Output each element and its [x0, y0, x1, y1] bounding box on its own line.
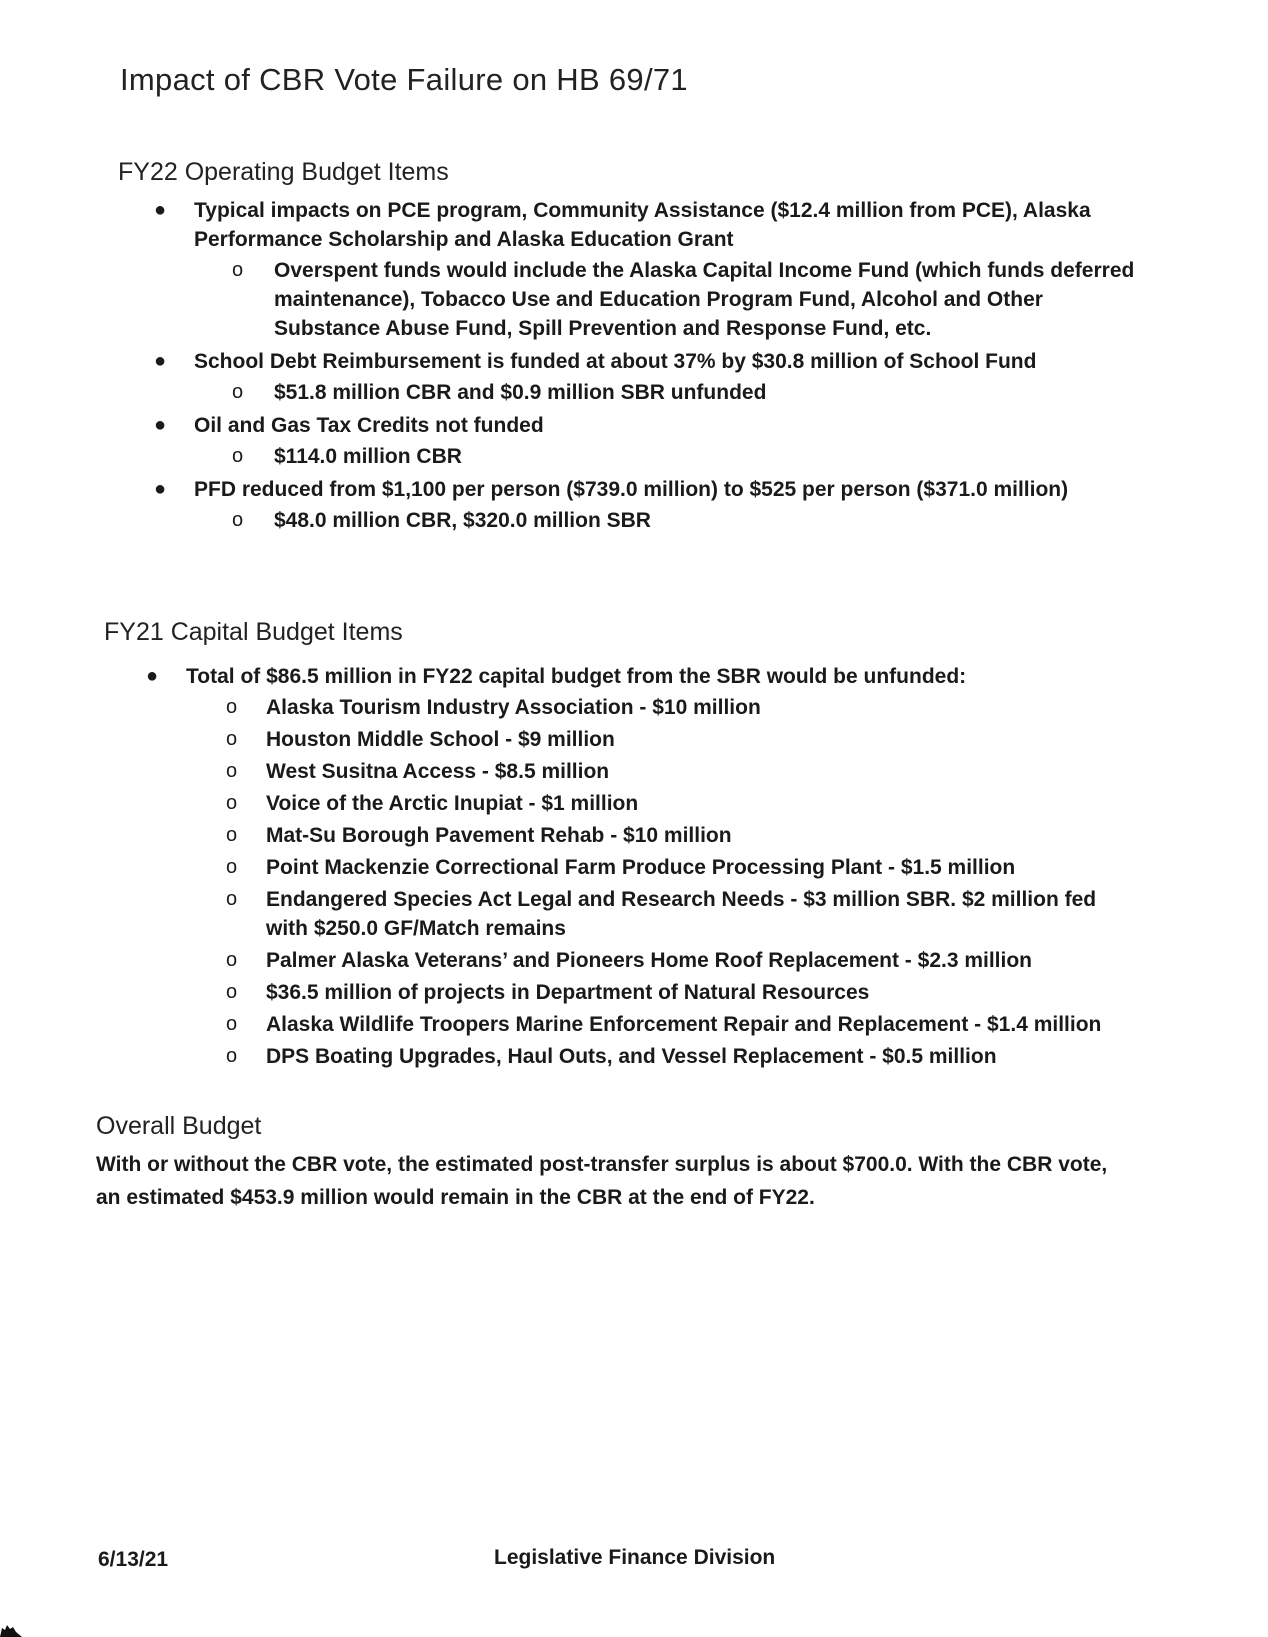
sub-list-item-text: Voice of the Arctic Inupiat - $1 million [266, 792, 639, 815]
sub-list-item-text: Alaska Wildlife Troopers Marine Enforcement Repair and Replacement - $1.4 million [266, 1013, 1102, 1036]
list-item [142, 662, 1142, 1071]
sub-list-item-text: $114.0 million CBR [274, 445, 462, 468]
sub-list-item-text: West Susitna Access - $8.5 million [266, 760, 610, 783]
sub-list-item [194, 256, 1140, 343]
footer-date: 6/13/21 [98, 1548, 169, 1571]
sub-list-item-text: DPS Boating Upgrades, Haul Outs, and Vessel Replacement - $0.5 million [266, 1045, 997, 1068]
sub-list-item-text: $48.0 million CBR, $320.0 million SBR [274, 509, 651, 532]
sub-list-item-text: Houston Middle School - $9 million [266, 728, 615, 751]
sub-list-item-text: Endangered Species Act Legal and Research Needs - $3 million SBR. $2 million fed with $250.0 GF/Match remains [266, 888, 1097, 940]
sub-list-item [186, 1042, 1142, 1071]
hollow-bullet-icon: o [226, 696, 238, 718]
hollow-bullet-icon: o [232, 381, 244, 403]
capital-items-list [142, 662, 1142, 1075]
hollow-bullet-icon: o [232, 509, 244, 531]
sub-list-item [194, 506, 1140, 535]
operating-items-list [150, 196, 1140, 539]
sub-list-item [186, 789, 1142, 818]
bullet-icon: ● [154, 478, 167, 500]
sub-list-item-text: Point Mackenzie Correctional Farm Produce Processing Plant - $1.5 million [266, 856, 1016, 879]
sub-list-item-text: $51.8 million CBR and $0.9 million SBR unfunded [274, 381, 767, 404]
list-item-text: Typical impacts on PCE program, Community Assistance ($12.4 million from PCE), Alaska Performance Scholarship and Alaska Education Grant [194, 199, 1091, 251]
document-title: Impact of CBR Vote Failure on HB 69/71 [120, 62, 688, 97]
sub-list-item-text: Mat-Su Borough Pavement Rehab - $10 million [266, 824, 732, 847]
section-heading-capital: FY21 Capital Budget Items [104, 618, 403, 646]
bullet-icon: ● [154, 414, 167, 436]
sub-list-item [186, 885, 1142, 943]
sub-list [194, 256, 1140, 343]
list-item [150, 196, 1140, 343]
footer-organization: Legislative Finance Division [494, 1546, 776, 1569]
sub-list [186, 693, 1142, 1071]
hollow-bullet-icon: o [226, 981, 238, 1003]
hollow-bullet-icon: o [226, 728, 238, 750]
hollow-bullet-icon: o [226, 1045, 238, 1067]
sub-list-item [186, 946, 1142, 975]
list-item [150, 411, 1140, 471]
sub-list-item-text: $36.5 million of projects in Department of Natural Resources [266, 981, 870, 1004]
hollow-bullet-icon: o [232, 259, 244, 281]
sub-list [194, 442, 1140, 471]
section-heading-operating: FY22 Operating Budget Items [118, 158, 449, 186]
sub-list-item [186, 725, 1142, 754]
scan-artifact-icon [0, 1620, 22, 1637]
sub-list-item [194, 442, 1140, 471]
hollow-bullet-icon: o [226, 1013, 238, 1035]
sub-list-item [186, 1010, 1142, 1039]
hollow-bullet-icon: o [226, 949, 238, 971]
list-item-text: Oil and Gas Tax Credits not funded [194, 414, 544, 437]
sub-list-item [194, 378, 1140, 407]
list-item-text: PFD reduced from $1,100 per person ($739.0 million) to $525 per person ($371.0 million) [194, 478, 1069, 501]
bullet-icon: ● [146, 665, 159, 687]
section-heading-overall: Overall Budget [96, 1112, 262, 1140]
sub-list-item-text: Palmer Alaska Veterans’ and Pioneers Home Roof Replacement - $2.3 million [266, 949, 1033, 972]
list-item-text: School Debt Reimbursement is funded at about 37% by $30.8 million of School Fund [194, 350, 1037, 373]
list-item [150, 347, 1140, 407]
sub-list-item [186, 693, 1142, 722]
hollow-bullet-icon: o [226, 792, 238, 814]
sub-list-item [186, 757, 1142, 786]
sub-list [194, 378, 1140, 407]
sub-list-item [186, 978, 1142, 1007]
hollow-bullet-icon: o [226, 760, 238, 782]
overall-budget-text: With or without the CBR vote, the estimated post-transfer surplus is about $700.0. With the CBR vote, an estimated $453.9 million would remain in the CBR at the end of FY22. [96, 1153, 1108, 1209]
list-item [150, 475, 1140, 535]
bullet-icon: ● [154, 350, 167, 372]
sub-list [194, 506, 1140, 535]
sub-list-item-text: Overspent funds would include the Alaska Capital Income Fund (which funds deferred maintenance), Tobacco Use and Education Program Fund, Alcohol and Other Substance Abuse Fund, Spill Prevention and Response Fund, etc. [274, 259, 1135, 340]
hollow-bullet-icon: o [232, 445, 244, 467]
sub-list-item [186, 821, 1142, 850]
bullet-icon: ● [154, 199, 167, 221]
sub-list-item-text: Alaska Tourism Industry Association - $10 million [266, 696, 761, 719]
hollow-bullet-icon: o [226, 824, 238, 846]
hollow-bullet-icon: o [226, 888, 238, 910]
sub-list-item [186, 853, 1142, 882]
list-item-text: Total of $86.5 million in FY22 capital budget from the SBR would be unfunded: [186, 665, 967, 688]
hollow-bullet-icon: o [226, 856, 238, 878]
